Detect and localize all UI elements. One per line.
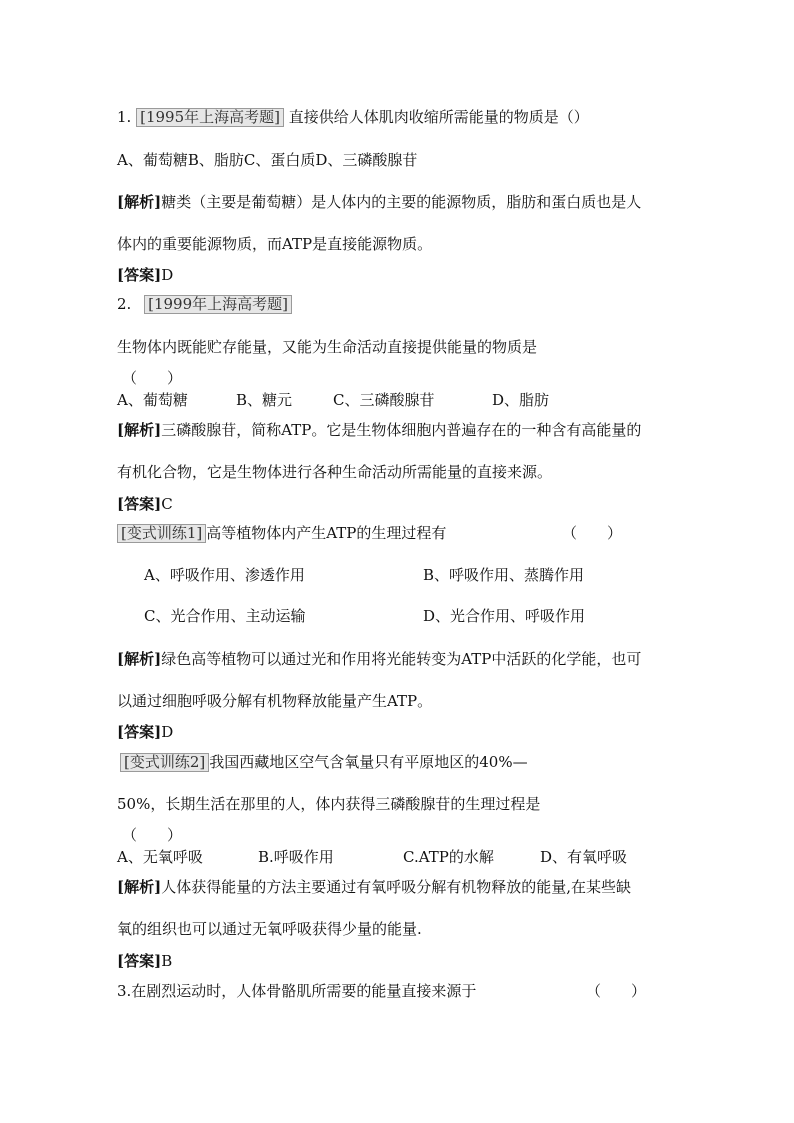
q2-answer-line: [117, 495, 173, 513]
v1-analysis-line-1: [117, 650, 641, 668]
v1-option-c: C、光合作用、主动运输: [144, 607, 306, 625]
q2-source-tag: [1999年上海高考题]: [144, 295, 292, 314]
q1-stem-line: [117, 108, 589, 127]
v1-stem: 高等植物体内产生ATP的生理过程有: [206, 524, 447, 542]
q1-number: 1.: [117, 108, 132, 126]
v2-answer-label: [答案]: [117, 952, 162, 970]
q1-analysis-line-1: [117, 193, 641, 211]
v1-answer-label: [答案]: [117, 723, 162, 741]
v2-analysis-line-2: 氧的组织也可以通过无氧呼吸获得少量的能量.: [117, 920, 422, 938]
v2-tag: [变式训练2]: [120, 753, 209, 772]
q2-answer-label: [答案]: [117, 495, 162, 513]
v1-option-a: A、呼吸作用、渗透作用: [144, 566, 305, 584]
v2-stem-1: 我国西藏地区空气含氧量只有平原地区的40%—: [209, 753, 528, 771]
q2-blank: （ ）: [122, 369, 183, 387]
v1-analysis-line-2: 以通过细胞呼吸分解有机物释放能量产生ATP。: [117, 692, 433, 710]
q2-option-d: D、脂肪: [492, 391, 550, 409]
q2-analysis-label: [解析]: [117, 421, 162, 439]
v1-analysis-label: [解析]: [117, 650, 162, 668]
q1-answer: D: [161, 266, 174, 284]
v1-blank: （ ）: [562, 524, 623, 542]
q2-number: 2.: [117, 295, 132, 313]
v2-option-c: C.ATP的水解: [403, 848, 494, 866]
v1-answer-line: [117, 723, 173, 741]
v2-answer-line: [117, 952, 172, 970]
v2-analysis-line-1: [117, 878, 631, 896]
v2-stem-line-1: [120, 753, 528, 772]
q3-stem: 3.在剧烈运动时，人体骨骼肌所需要的能量直接来源于: [117, 982, 477, 1000]
v1-stem-line: [117, 524, 446, 543]
q2-analysis-line-1: [117, 421, 641, 439]
q2-option-c: C、三磷酸腺苷: [333, 391, 435, 409]
q2-header-line: [117, 295, 292, 314]
q2-stem: 生物体内既能贮存能量，又能为生命活动直接提供能量的物质是: [117, 338, 538, 356]
v2-option-a: A、无氧呼吸: [117, 848, 203, 866]
q1-source-tag: [1995年上海高考题]: [136, 108, 284, 127]
v2-option-d: D、有氧呼吸: [540, 848, 628, 866]
q1-answer-line: [117, 266, 173, 284]
v1-option-b: B、呼吸作用、蒸腾作用: [423, 566, 585, 584]
v1-option-d: D、光合作用、呼吸作用: [423, 607, 586, 625]
q2-analysis-line-2: 有机化合物，它是生物体进行各种生命活动所需能量的直接来源。: [117, 463, 553, 481]
v1-answer: D: [161, 723, 174, 741]
v2-stem-2: 50%，长期生活在那里的人，体内获得三磷酸腺苷的生理过程是: [117, 795, 541, 813]
v2-analysis-text-1: 人体获得能量的方法主要通过有氧呼吸分解有机物释放的能量,在某些缺: [161, 878, 631, 896]
q1-analysis-line-2: 体内的重要能源物质，而ATP是直接能源物质。: [117, 235, 433, 253]
v2-analysis-label: [解析]: [117, 878, 162, 896]
v2-blank: （ ）: [122, 826, 183, 844]
v2-answer: B: [161, 952, 173, 970]
q3-blank: （ ）: [586, 982, 647, 1000]
q1-analysis-label: [解析]: [117, 193, 162, 211]
v1-tag: [变式训练1]: [117, 524, 206, 543]
v2-option-b: B.呼吸作用: [258, 848, 334, 866]
q2-analysis-text-1: 三磷酸腺苷，简称ATP。它是生物体细胞内普遍存在的一种含有高能量的: [161, 421, 642, 439]
q1-stem: 直接供给人体肌肉收缩所需能量的物质是（）: [288, 108, 589, 126]
q2-option-a: A、葡萄糖: [117, 391, 188, 409]
q1-answer-label: [答案]: [117, 266, 162, 284]
v1-analysis-text-1: 绿色高等植物可以通过光和作用将光能转变为ATP中活跃的化学能，也可: [161, 650, 642, 668]
q1-analysis-text-1: 糖类（主要是葡萄糖）是人体内的主要的能源物质，脂肪和蛋白质也是人: [161, 193, 642, 211]
q2-option-b: B、糖元: [236, 391, 293, 409]
q1-options: A、葡萄糖B、脂肪C、蛋白质D、三磷酸腺苷: [117, 151, 418, 169]
q2-answer: C: [161, 495, 173, 513]
